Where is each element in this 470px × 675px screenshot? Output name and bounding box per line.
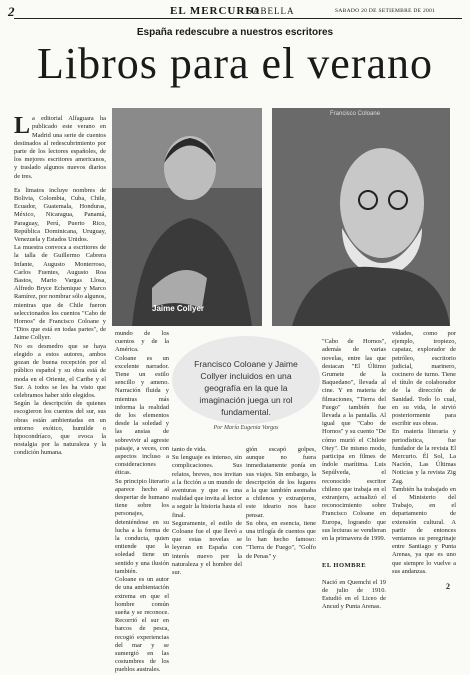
photo-caption-left: Jaime Collyer [152, 304, 205, 313]
pull-quote-byline: Por María Eugenia Vargas [213, 425, 279, 431]
newspaper-name: EL MERCURIO [170, 5, 261, 17]
portrait-illustration [112, 108, 262, 326]
section-name: SABELLA [247, 6, 295, 16]
page-number: 2 [8, 4, 15, 19]
article-column-6: vidades, como por ejemplo, tropiezo, capataz, explorador de petróleo, escritorio judicial, marinero, cocinero de turno. Tiene el título de colaborador de la dirección de Sanidad. Todo lo cual, en su vida, le sirvió posteriormente para escribir sus obras. En materia literaria y periodística, fue fundador de la revista El Mercurio. Él Sol, La Nación, Las Últimas Noticias y la revista Zig Zag. También ha trabajado en el Ministerio del Trabajo, en el departamento de extensión cultural. A partir de entonces ventamos su peregrinaje entre Santiago y Punta Arenas, ya que es uno que siempre lo vuelve a sus andanzas. [392, 330, 456, 575]
photo-jaime-collyer [112, 108, 262, 326]
headline: Libros para el verano [36, 39, 434, 88]
portrait-illustration [272, 108, 450, 326]
drop-cap: L [14, 113, 31, 140]
article-column-3: tanto de vida. Su lenguaje es intenso, sin complicaciones. Sus relatos, breves, nos invitan a la ficción a un mundo de aventuras y que es una realidad que invita al lector a seguir la historia hasta el final. Seguramente, el estilo de Coloane fue el que llevó a que estas novelas se leyeran en España con interés nuevo por la naturaleza y el hombre del sur. [172, 446, 242, 577]
pull-quote-text: Francisco Coloane y Jaime Collyer incluidos en una geografía en la que la imaginación juega un rol fundamental. [194, 359, 298, 417]
kicker: España redescubre a nuestros escritores [136, 27, 334, 38]
column-1-body: Es limatos incluye nombres de Bolivia, Colombia, Cuba, Chile, Ecuador, Guatemala, Honduras, México, Nicaragua, Panamá, Paraguay, Perú, Puerto Rico, República Dominicana, Uruguay, Venezuela y Estados Unidos. La muestra convoca a escritores de la talla de Guillermo Cabrera Infante, Augusto Monterroso, Carlos Fuentes, Augusto Roa Bastos, Mario Vargas Llosa, Alfredo Bryce Echenique y Marco Ramírez, por nombrar sólo algunos, mientras que de Chile fueron seleccionados los cuentos "Cabo de Hornos" de Francisco Coloane y "Dios que está en todas partes", de Jaime Collyer. No es desmedro que se haya elegido a estos autores, ambos gozan de buena recepción por el público español y su obra está de moda en el Oriente, el Caribe y el Sur. A todos se les ha visto que celebramos haber sido elegidos. Según la descripción de quienes escogieron los cuentos del sur, sus obras están ambientadas en un entorno exótico, humilde o hipocondríaco, que evoca la nostalgia por la naturaleza y la condición humana. [14, 186, 106, 457]
page-number-bottom: 2 [446, 582, 450, 591]
subhead-el-hombre: EL HOMBRE [322, 562, 367, 570]
photo-francisco-coloane [272, 108, 450, 326]
column-5-biography: Nació en Quemchi el 19 de julio de 1910. Estudió en el Liceo de Ancud y Punta Arenas. [322, 578, 386, 611]
column-1-intro: a editorial Alfaguara ha publicado este verano en Madrid una serie de cuentos destinados al redescubrimiento por parte de los lectores españoles, de los mejores escritores americanos, y traslado algunos nuevos diarios de tres. [14, 115, 106, 180]
masthead-rule [14, 18, 462, 19]
article-column-2: mundo de los cuentos y de la América. Coloane es un excelente narrador. Tiene un estilo sencillo y ameno. Narración fluida y mientras más informa la realidad de los elementos desde la soledad y las ansias de sobrevivir al agreste paisaje, a veces, con aspectos incluso a consideraciones éticas. Su principio literario aparece hecho al despertar de humano tiene sobre los personajes, deteniéndose en su lucha a la forma de la conducta, quien entiende que la soledad tiene un sentido y una ilusión también. Coloane es un autor de una ambientación extrema en que el hombre común sueña y se reconoce. Recorrió el sur en barcos de pesca, recogió experiencias del mar y se sumergió en las costumbres de los pueblos australes. [115, 330, 169, 674]
pull-quote [172, 330, 320, 440]
article-column-4: gión escapó golpes, aunque no fuera inmediatamente ponía en sus viajes. Sin embargo, la descripción de los lugares a la que también asomaba a chilenos y extranjeros, este ideario nos hace pensar. Su obra, en esencia, tiene una trilogía de cuentos que lo han hecho famoso: "Tierra de Fuego", "Golfo de Penas" y [246, 446, 316, 560]
column-5-text: "Cabo de Hornos", además de varias novelas, entre las que destacan "El Último Grumete de la Baquedano", llevada al cine. Y en materia de filmaciones, "Tierra del Fuego" también fue llevada a la pantalla. Al igual que "Cabo de Hornos" y su cuento "De cómo murió el Chilote Otey". De mismo modo, participa en filmes de índole marítima. Luis Sepúlveda, el reconocido escritor chileno que trabaja en el extranjero, actualizó el reconocimiento sobre Francisco Coloane en Europa, logrando que sus lecturas se vendieran en la primavera de 1999. [322, 338, 386, 543]
article-column-1 [14, 107, 106, 585]
issue-date: SABADO 20 DE SETIEMBRE DE 2001 [335, 8, 436, 14]
article-column-5 [322, 330, 386, 611]
photo-caption-right: Francisco Coloane [330, 111, 381, 117]
